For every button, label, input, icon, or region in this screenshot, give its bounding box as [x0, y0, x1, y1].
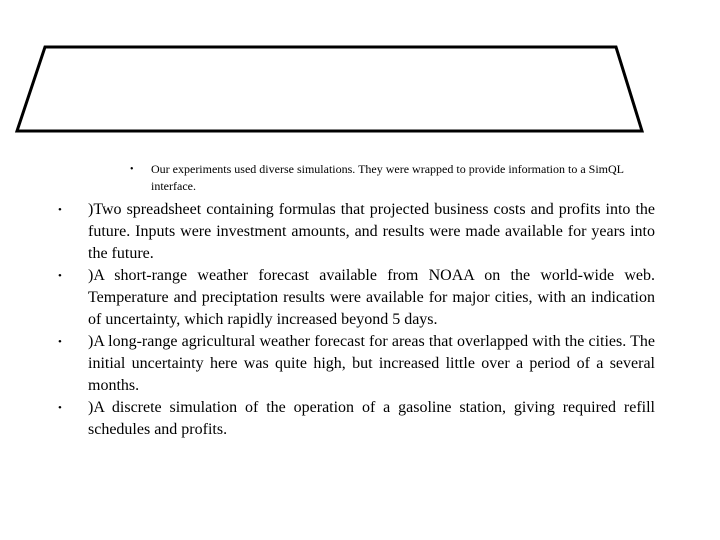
simulation-list [58, 199, 655, 441]
intro-paragraph [130, 161, 660, 195]
list-item [58, 199, 655, 265]
intro-text: Our experiments used diverse simulations. They were wrapped to provide information to a SimQL interface. [151, 162, 624, 193]
list-item-text: )Two spreadsheet containing formulas that projected business costs and profits into the future. Inputs were investment amounts, and results were made available for years into the future. [88, 201, 655, 262]
list-bullet: • [58, 204, 62, 216]
list-item-text: )A long-range agricultural weather forecast for areas that overlapped with the cities. The initial uncertainty here was quite high, but increased little over a period of a several months. [88, 333, 655, 394]
intro-bullet: • [130, 164, 134, 175]
list-item [58, 265, 655, 331]
list-item [58, 331, 655, 397]
list-item [58, 397, 655, 441]
list-bullet: • [58, 270, 62, 282]
list-bullet: • [58, 402, 62, 414]
list-item-text: )A discrete simulation of the operation of a gasoline station, giving required refill schedules and profits. [88, 399, 655, 438]
list-item-text: )A short-range weather forecast available from NOAA on the world-wide web. Temperature and preciptation results were available for major cities, with an indication of uncertainty, which rapidly increased beyond 5 days. [88, 267, 655, 328]
list-bullet: • [58, 336, 62, 348]
